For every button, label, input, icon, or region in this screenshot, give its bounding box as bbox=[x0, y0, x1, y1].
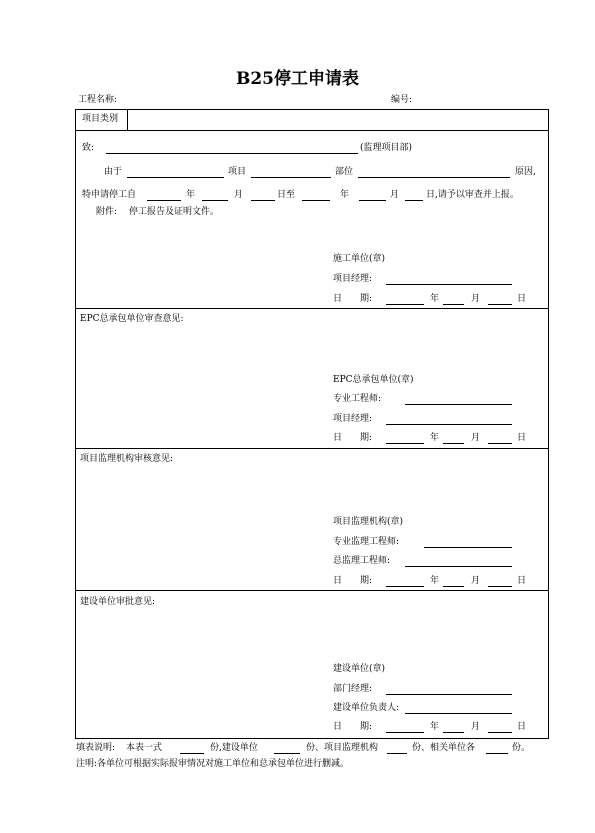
year2-label: 年 bbox=[340, 190, 350, 200]
day-label: 日 bbox=[517, 576, 527, 586]
dept-manager-label: 部门经理: bbox=[333, 684, 373, 694]
supervision-copies-field[interactable] bbox=[387, 753, 407, 754]
chief-engineer-label: 总监理工程师: bbox=[333, 556, 391, 566]
year-label: 年 bbox=[430, 576, 440, 586]
date-day-field[interactable] bbox=[488, 304, 512, 305]
chief-engineer-field[interactable] bbox=[405, 566, 512, 567]
attachment-text: 停工报告及证明文件。 bbox=[129, 207, 220, 217]
engineer-field[interactable] bbox=[405, 404, 512, 405]
engineer-label: 专业工程师: bbox=[333, 394, 382, 404]
year-label: 年 bbox=[430, 294, 440, 304]
end-day-field[interactable] bbox=[405, 200, 423, 201]
year-label: 年 bbox=[430, 722, 440, 732]
start-month-field[interactable] bbox=[202, 200, 228, 201]
copies-end-text: 份。 bbox=[512, 743, 531, 753]
month2-label: 月 bbox=[390, 190, 400, 200]
owner-copies-field[interactable] bbox=[274, 753, 300, 754]
day-label: 日 bbox=[517, 722, 527, 732]
end-month-field[interactable] bbox=[359, 200, 386, 201]
month-label: 月 bbox=[471, 433, 481, 443]
supervision-review-heading: 项目监理机构审核意见: bbox=[80, 454, 174, 464]
to-label: 致: bbox=[82, 143, 95, 153]
dept-manager-field[interactable] bbox=[386, 694, 512, 695]
owner-leader-label: 建设单位负责人: bbox=[333, 703, 400, 713]
number-label: 编号: bbox=[391, 95, 413, 105]
fill-instructions-label: 填表说明: bbox=[76, 743, 116, 753]
total-copies-field[interactable] bbox=[180, 753, 204, 754]
date-month-field[interactable] bbox=[443, 304, 464, 305]
owner-approval-heading: 建设单位审批意见: bbox=[80, 597, 156, 607]
related-copies-text: 份、相关单位各 bbox=[412, 743, 476, 753]
supervision-copies-text: 份、项目监理机构 bbox=[306, 743, 379, 753]
row-divider bbox=[75, 448, 549, 449]
month-label: 月 bbox=[471, 576, 481, 586]
form-title: B25停工申请表 bbox=[235, 69, 360, 89]
project-type-label: 项目类别 bbox=[82, 114, 119, 124]
project-manager-label: 项目经理: bbox=[333, 414, 373, 424]
date-year-field[interactable] bbox=[386, 304, 424, 305]
supervision-dept-label: (监理项目部) bbox=[360, 143, 413, 153]
addressee-field[interactable] bbox=[106, 153, 358, 154]
supervision-engineer-field[interactable] bbox=[424, 547, 512, 548]
date-day-field[interactable] bbox=[488, 732, 512, 733]
date-year-field[interactable] bbox=[386, 443, 424, 444]
owner-leader-field[interactable] bbox=[405, 713, 512, 714]
copies-text: 本表一式 bbox=[126, 743, 163, 753]
apply-from-label: 特申请停工自 bbox=[82, 190, 137, 200]
attachment-label: 附件: bbox=[96, 207, 118, 217]
date-month-field[interactable] bbox=[443, 443, 464, 444]
date-month-field[interactable] bbox=[443, 732, 464, 733]
row-divider bbox=[75, 590, 549, 591]
owner-unit-stamp: 建设单位(章) bbox=[333, 664, 386, 674]
date-label: 日 期: bbox=[333, 722, 373, 732]
owner-copies-text: 份,建设单位 bbox=[210, 743, 258, 753]
month-label: 月 bbox=[471, 294, 481, 304]
supervision-unit-stamp: 项目监理机构(章) bbox=[333, 517, 404, 527]
project-name-label: 工程名称: bbox=[78, 95, 118, 105]
date-label: 日 期: bbox=[333, 433, 373, 443]
date-year-field[interactable] bbox=[386, 586, 424, 587]
related-copies-field[interactable] bbox=[486, 753, 508, 754]
project-manager-label: 项目经理: bbox=[333, 274, 373, 284]
row-divider bbox=[75, 130, 549, 131]
construction-unit-stamp: 施工单位(章) bbox=[333, 254, 386, 264]
day-label: 日 bbox=[517, 433, 527, 443]
footer-note: 注明:各单位可根据实际报审情况对施工单位和总承包单位进行删减。 bbox=[76, 759, 350, 769]
day-label: 日 bbox=[517, 294, 527, 304]
date-label: 日 期: bbox=[333, 294, 373, 304]
due-to-label: 由于 bbox=[104, 167, 123, 177]
date-day-field[interactable] bbox=[488, 586, 512, 587]
part-label: 部位 bbox=[335, 167, 354, 177]
date-day-field[interactable] bbox=[488, 443, 512, 444]
project-field[interactable] bbox=[251, 177, 331, 178]
row-divider bbox=[75, 308, 549, 309]
start-day-field[interactable] bbox=[251, 200, 275, 201]
project-manager-field[interactable] bbox=[386, 284, 512, 285]
year-label: 年 bbox=[186, 190, 196, 200]
supervision-engineer-label: 专业监理工程师: bbox=[333, 537, 400, 547]
reason-label: 原因, bbox=[515, 167, 536, 177]
end-year-field[interactable] bbox=[302, 200, 330, 201]
project-label: 项目 bbox=[228, 167, 247, 177]
project-manager-field[interactable] bbox=[386, 424, 512, 425]
date-year-field[interactable] bbox=[386, 732, 424, 733]
month-label: 月 bbox=[471, 722, 481, 732]
day-to-label: 日至 bbox=[277, 190, 296, 200]
part-field[interactable] bbox=[358, 177, 510, 178]
date-month-field[interactable] bbox=[443, 586, 464, 587]
date-label: 日 期: bbox=[333, 576, 373, 586]
start-year-field[interactable] bbox=[147, 200, 181, 201]
month-label: 月 bbox=[234, 190, 244, 200]
end-sentence: 日,请予以审查并上报。 bbox=[426, 190, 519, 200]
cause-field[interactable] bbox=[127, 177, 224, 178]
epc-unit-stamp: EPC总承包单位(章) bbox=[333, 375, 414, 385]
cell-divider bbox=[127, 109, 128, 130]
year-label: 年 bbox=[430, 433, 440, 443]
epc-review-heading: EPC总承包单位审查意见: bbox=[80, 314, 184, 324]
